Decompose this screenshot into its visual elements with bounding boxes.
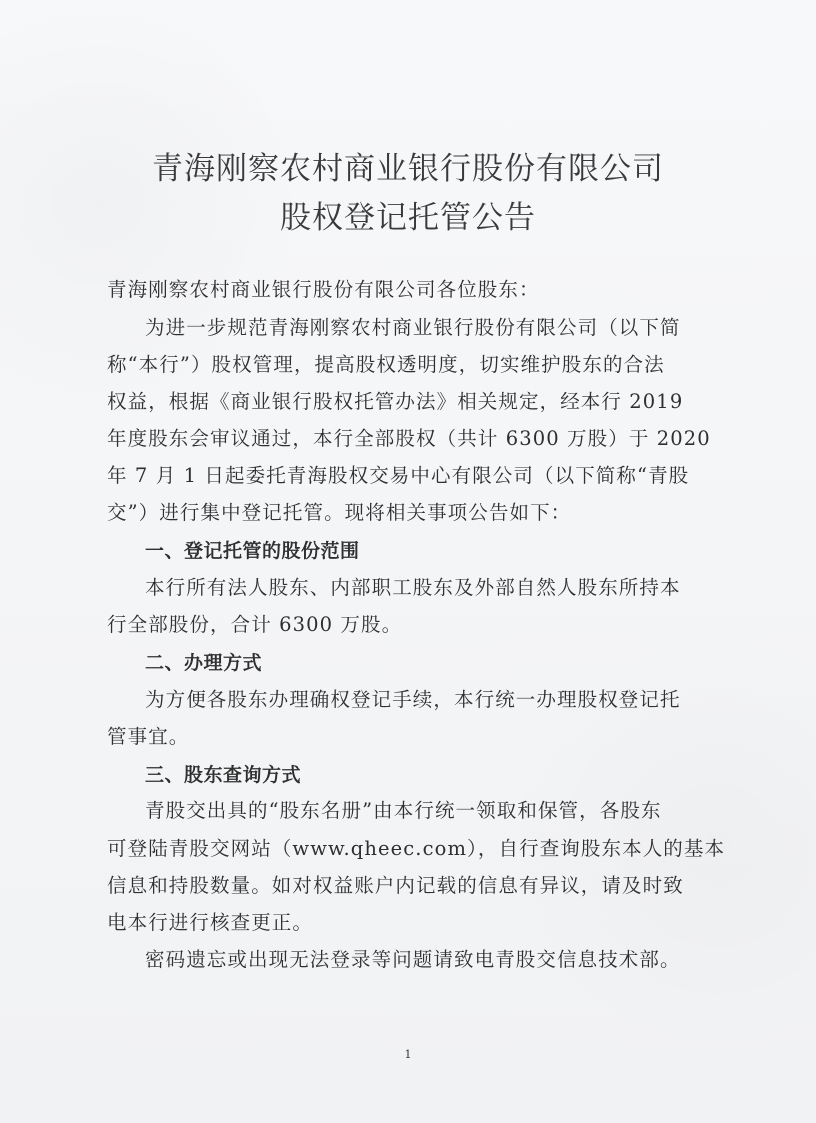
section-1-line-1: 本行所有法人股东、内部职工股东及外部自然人股东所持本 [145,576,681,599]
salutation: 青海刚察农村商业银行股份有限公司各位股东： [107,278,540,301]
section-1-line-2: 行全部股份，合计 6300 万股。 [107,613,403,636]
section-2-line-1: 为方便各股东办理确权登记手续，本行统一办理股权登记托 [145,688,681,711]
section-3-line-2: 可登陆青股交网站（www.qheec.com），自行查询股东本人的基本 [107,837,726,860]
page-number: 1 [404,1048,412,1061]
intro-line-3: 权益，根据《商业银行股权托管办法》相关规定，经本行 2019 [107,390,684,413]
section-2-heading: 二、办理方式 [145,652,263,674]
document-title-line-2: 股权登记托管公告 [280,200,536,236]
intro-line-1: 为进一步规范青海刚察农村商业银行股份有限公司（以下简 [145,316,681,339]
section-2-line-2: 管事宜。 [107,725,190,748]
section-3-line-4: 电本行进行核查更正。 [107,911,314,934]
section-3-line-5: 密码遗忘或出现无法登录等问题请致电青股交信息技术部。 [145,948,681,971]
section-3-line-1: 青股交出具的“股东名册”由本行统一领取和保管，各股东 [145,799,662,822]
intro-line-5: 年 7 月 1 日起委托青海股权交易中心有限公司（以下简称“青股 [107,464,690,487]
section-1-heading: 一、登记托管的股份范围 [145,540,360,562]
intro-line-4: 年度股东会审议通过，本行全部股权（共计 6300 万股）于 2020 [107,427,711,450]
section-3-line-3: 信息和持股数量。如对权益账户内记载的信息有异议，请及时致 [107,874,684,897]
section-3-heading: 三、股东查询方式 [145,764,302,786]
intro-line-6: 交”）进行集中登记托管。现将相关事项公告如下： [107,501,572,524]
intro-line-2: 称“本行”）股权管理，提高股权透明度，切实维护股东的合法 [107,353,665,376]
document-title-line-1: 青海刚察农村商业银行股份有限公司 [152,151,664,187]
